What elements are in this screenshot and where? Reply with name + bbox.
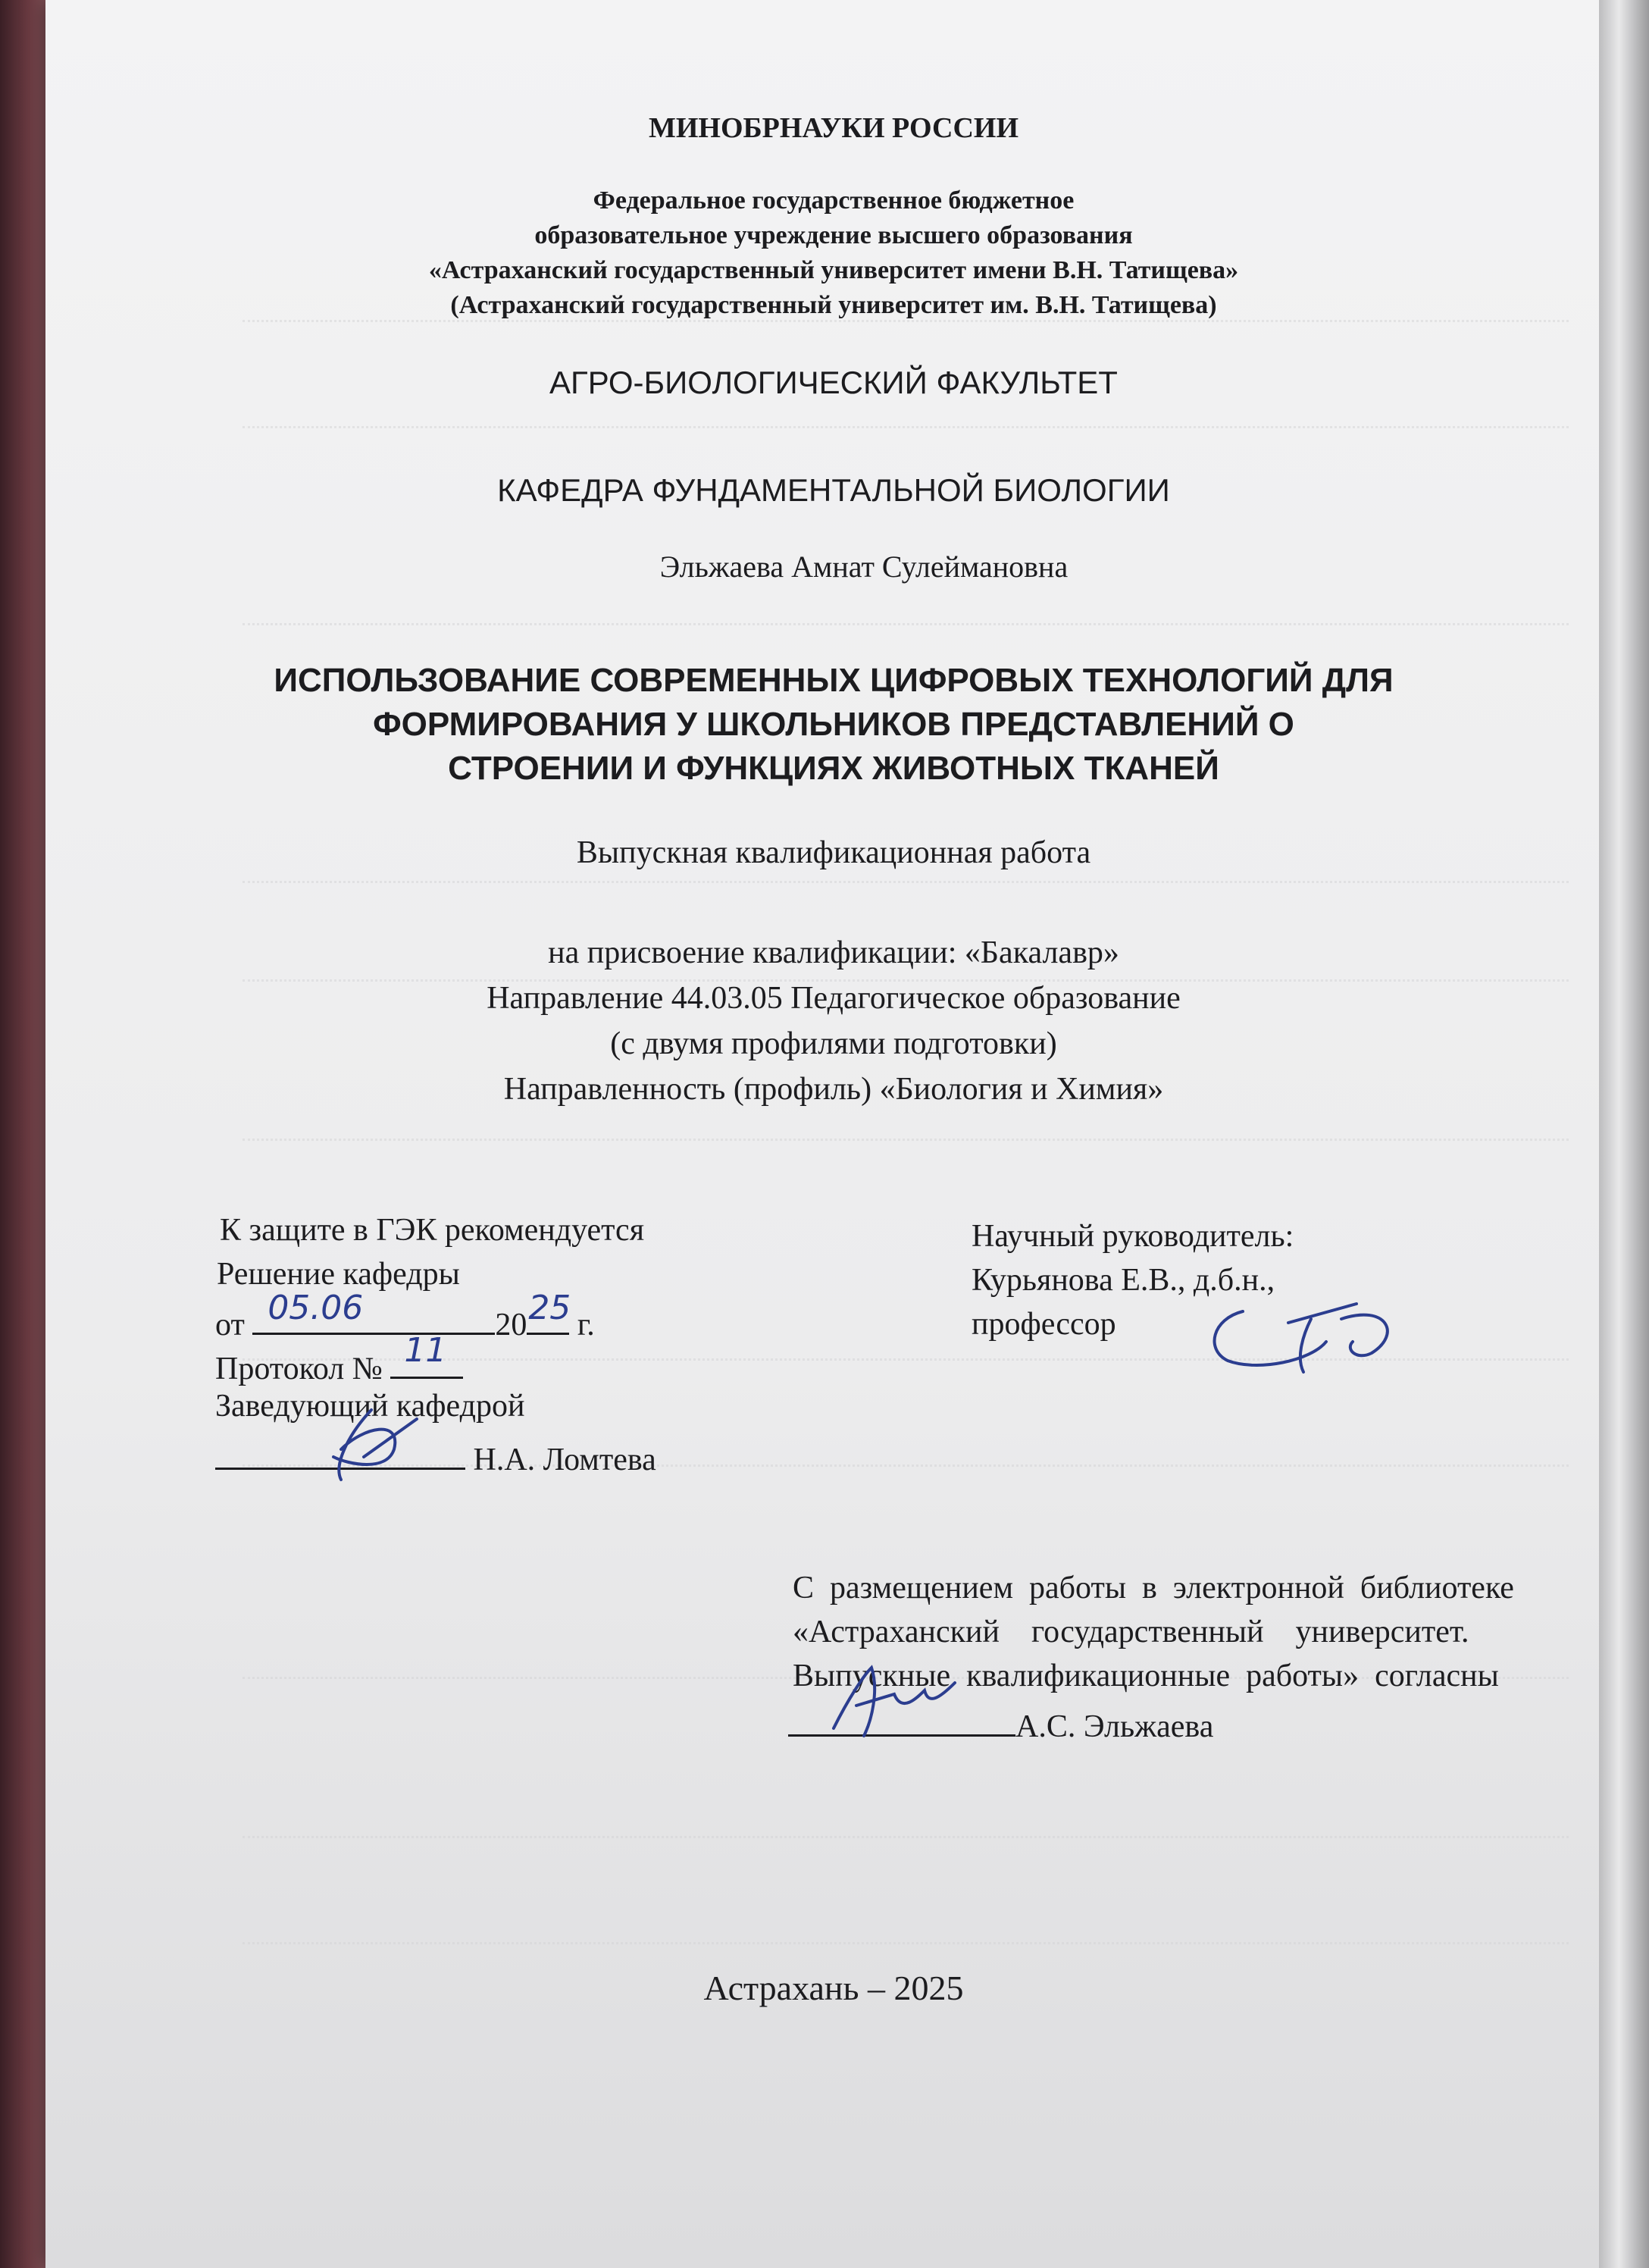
thesis-title-line-3: СТРОЕНИИ И ФУНКЦИЯХ ЖИВОТНЫХ ТКАНЕЙ (448, 750, 1219, 787)
city-year: Астрахань – 2025 (703, 1969, 964, 2007)
supervisor-label: Научный руководитель: (972, 1219, 1294, 1254)
qualification-line-4: Направленность (профиль) «Биология и Химия» (503, 1072, 1164, 1107)
consent-line-1: С размещением работы в электронной библиотеке (793, 1571, 1514, 1605)
supervisor-name: Курьянова Е.В., д.б.н., (972, 1263, 1275, 1298)
qualification-line-1: на присвоение квалификации: «Бакалавр» (548, 935, 1119, 970)
year-handwritten: 25 (528, 1289, 571, 1327)
protocol-line (215, 1331, 463, 1386)
supervisor-rank: профессор (972, 1307, 1116, 1342)
supervisor-signature-icon (1197, 1289, 1410, 1380)
date-prefix: от (215, 1308, 245, 1342)
consent-line-2: «Астраханский государственный университет. (793, 1615, 1469, 1649)
year-suffix: г. (577, 1308, 595, 1342)
head-label: Заведующий кафедрой (215, 1389, 525, 1424)
org-line-2: образовательное учреждение высшего образования (534, 221, 1133, 249)
org-line-1: Федеральное государственное бюджетное (593, 186, 1075, 215)
org-line-4: (Астраханский государственный университет им. В.Н. Татищева) (450, 291, 1217, 319)
protocol-handwritten: 11 (404, 1331, 447, 1370)
head-signature-line (215, 1437, 656, 1476)
department-name: КАФЕДРА ФУНДАМЕНТАЛЬНОЙ БИОЛОГИИ (497, 472, 1170, 508)
page-stack-edge (1599, 0, 1649, 2268)
consent-signer: А.С. Эльжаева (1015, 1709, 1214, 1744)
decision-label: Решение кафедры (217, 1257, 460, 1292)
protocol-fill-line (390, 1331, 463, 1379)
head-name: Н.А. Ломтева (473, 1443, 656, 1477)
thesis-title-line-2: ФОРМИРОВАНИЯ У ШКОЛЬНИКОВ ПРЕДСТАВЛЕНИЙ О (373, 706, 1294, 743)
date-fill-line (252, 1289, 495, 1335)
year-prefix: 20 (495, 1308, 527, 1342)
protocol-label: Протокол № (215, 1352, 383, 1386)
recommend-label: К защите в ГЭК рекомендуется (220, 1213, 645, 1248)
document-page (45, 0, 1622, 2268)
date-handwritten: 05.06 (268, 1289, 364, 1327)
year-fill-line (527, 1289, 571, 1335)
work-type: Выпускная квалификационная работа (576, 835, 1091, 870)
ministry-name: МИНОБРНАУКИ РОССИИ (648, 112, 1019, 144)
org-line-3: «Астраханский государственный университет имени В.Н. Татищева» (428, 256, 1239, 284)
qualification-line-2: Направление 44.03.05 Педагогическое образование (487, 981, 1181, 1016)
qualification-line-3: (с двумя профилями подготовки) (610, 1026, 1057, 1061)
head-signature-icon (318, 1404, 424, 1487)
thesis-title-line-1: ИСПОЛЬЗОВАНИЕ СОВРЕМЕННЫХ ЦИФРОВЫХ ТЕХНОЛОГИЙ ДЛЯ (274, 662, 1394, 699)
faculty-name: АГРО-БИОЛОГИЧЕСКИЙ ФАКУЛЬТЕТ (549, 365, 1118, 400)
consent-line-3: Выпускные квалификационные работы» согласны (793, 1659, 1499, 1693)
author-name: Эльжаева Амнат Сулеймановна (659, 550, 1069, 584)
consent-signature-icon (818, 1652, 970, 1743)
